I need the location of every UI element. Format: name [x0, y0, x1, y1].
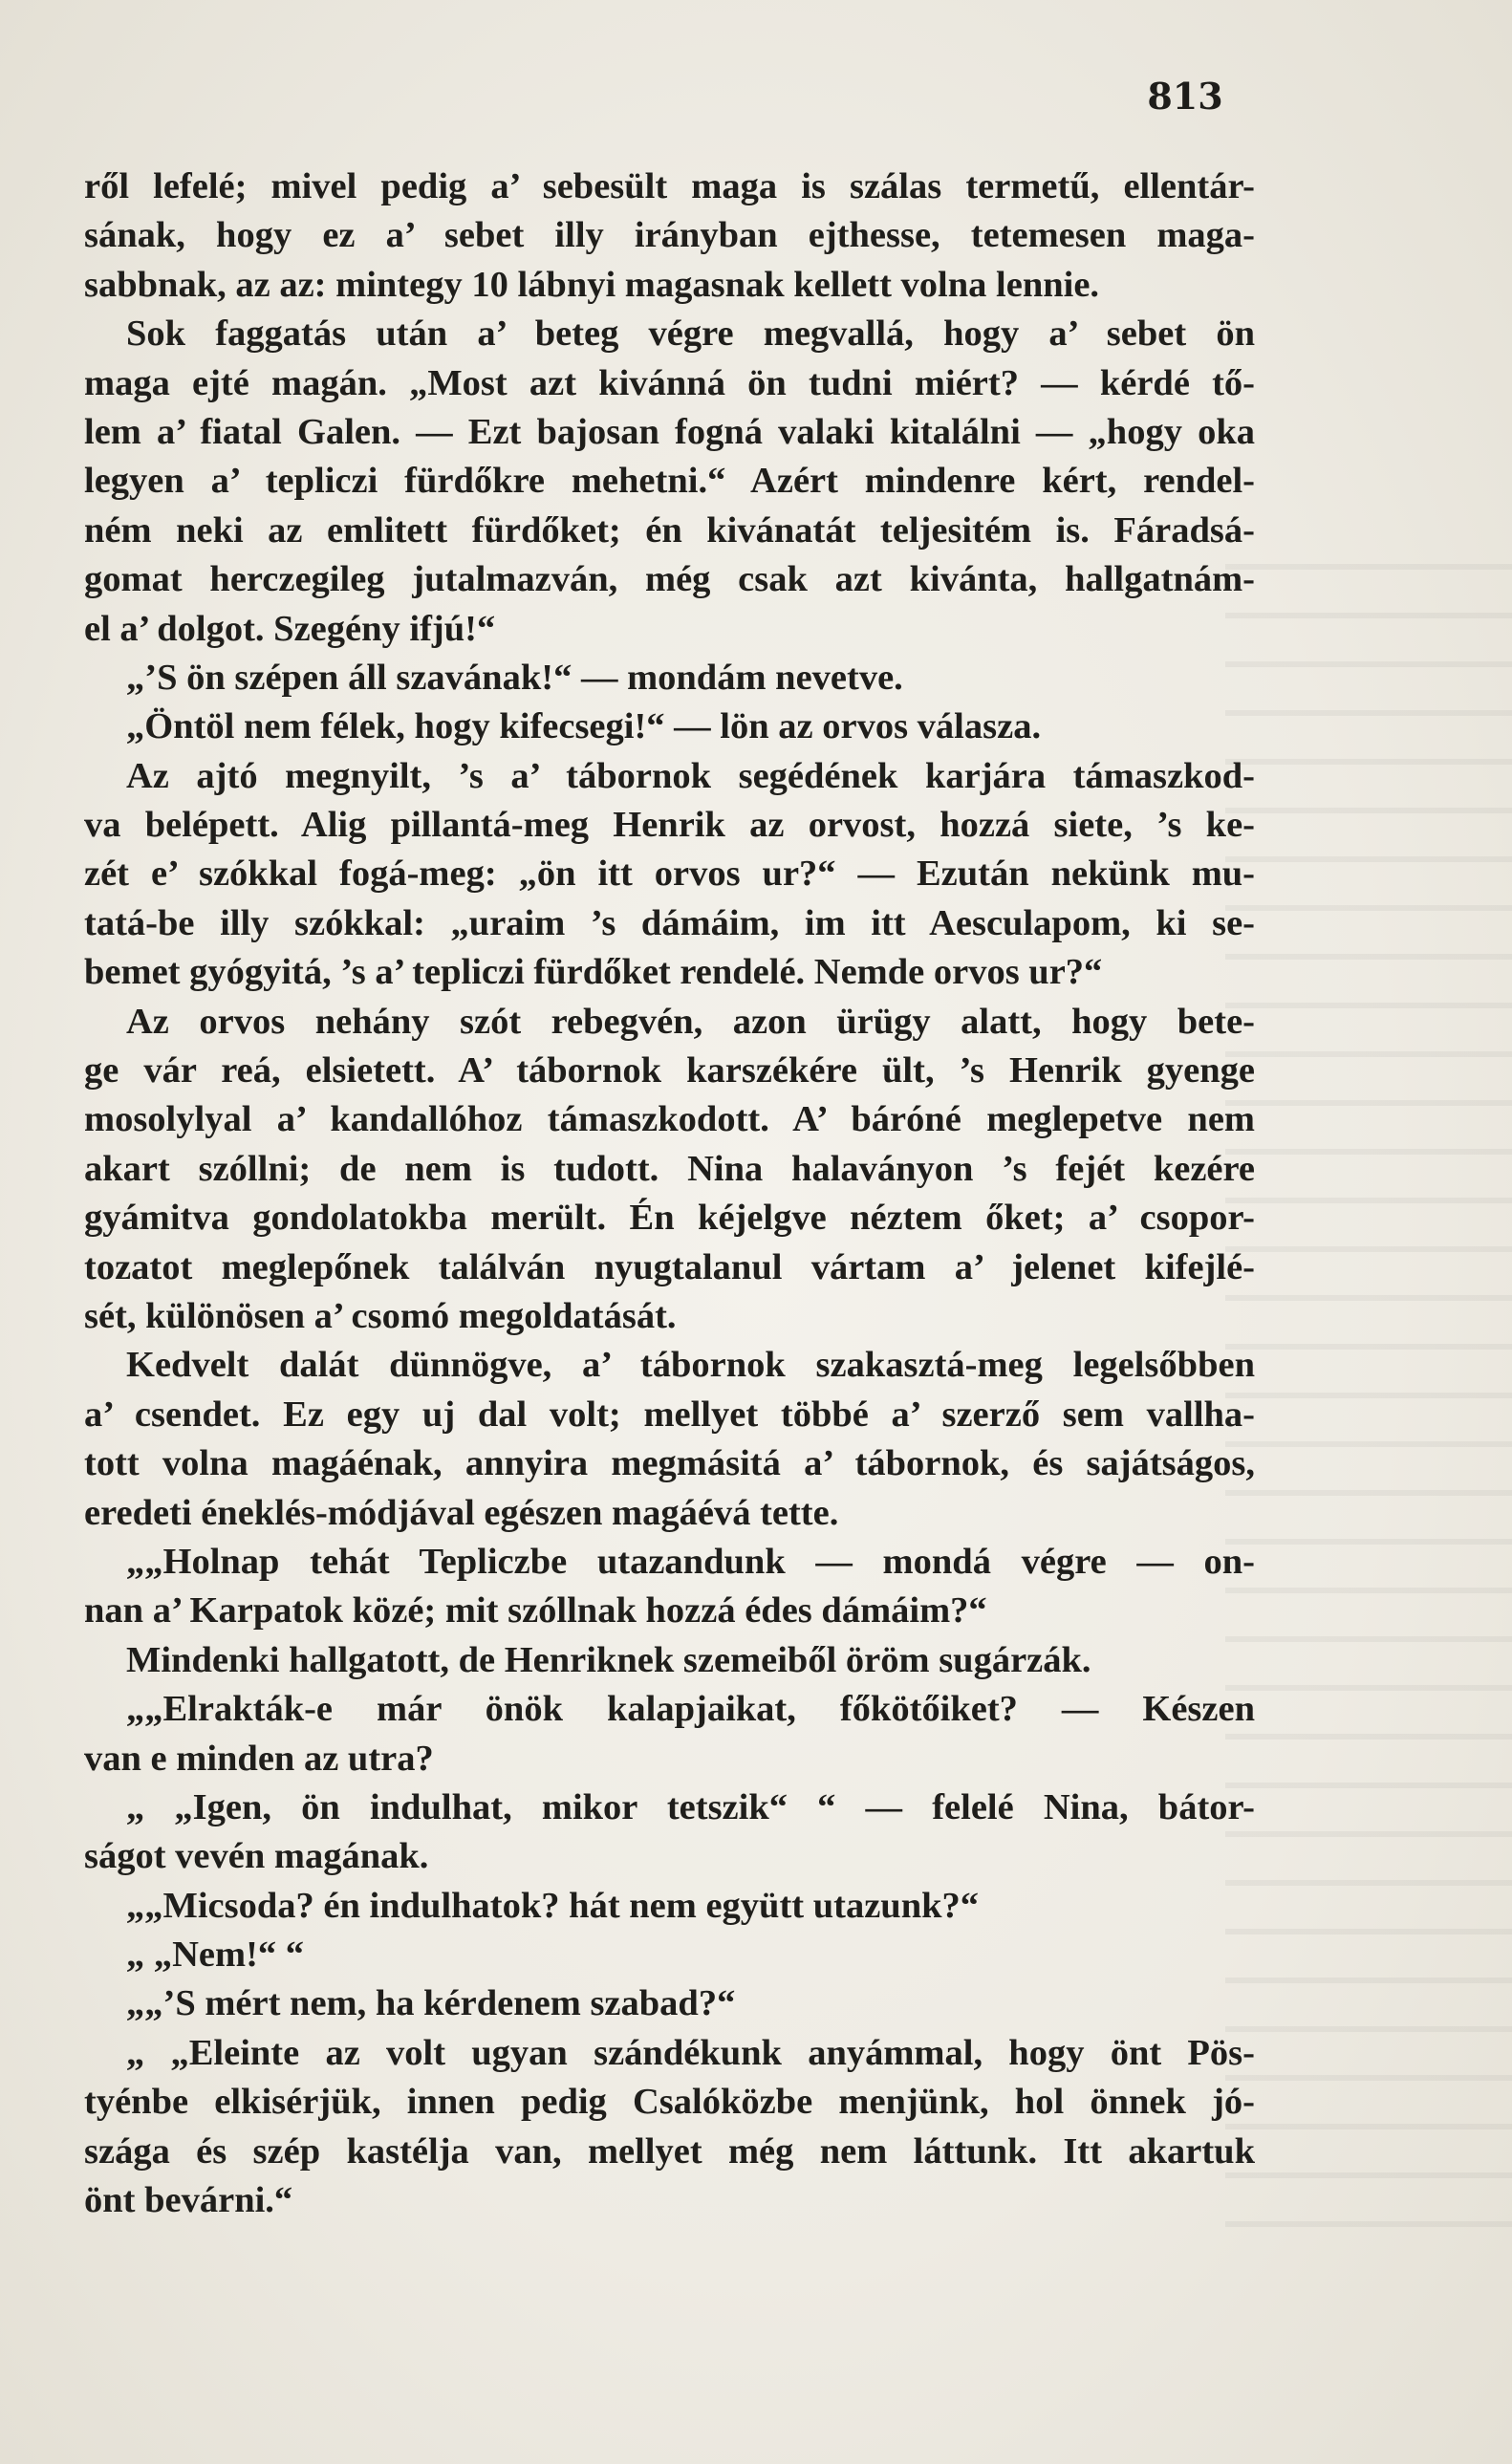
text-line: nan a’ Karpatok közé; mit szóllnak hozzá édes dámáim?“: [84, 1590, 987, 1632]
text-line: „„Micsoda? én indulhatok? hát nem együtt utazunk?“: [126, 1885, 980, 1926]
text-line: tozatot meglepőnek találván nyugtalanul vártam a’ jelenet kifejlé-: [84, 1246, 1255, 1287]
text-line: „ „Nem!“ “: [126, 1934, 305, 1976]
body-text: [84, 162, 1255, 2225]
text-line: ném neki az emlitett fürdőket; én kivánatát teljesitém is. Fáradsá-: [84, 509, 1255, 551]
text-line: Az ajtó megnyilt, ’s a’ tábornok segédének karjára támaszkod-: [126, 755, 1255, 796]
text-line: gyámitva gondolatokba merült. Én kéjelgve néztem őket; a’ csopor-: [84, 1198, 1255, 1239]
text-line: sának, hogy ez a’ sebet illy irányban ejthesse, tetemesen maga-: [84, 215, 1255, 256]
text-line: „ „Igen, ön indulhat, mikor tetszik“ “ — felelé Nina, bátor-: [126, 1786, 1255, 1827]
text-line: zét e’ szókkal fogá-meg: „ön itt orvos ur?“ — Ezután nekünk mu-: [84, 854, 1255, 895]
page-number: 813: [1147, 75, 1223, 118]
text-line: Az orvos nehány szót rebegvén, azon ürügy alatt, hogy bete-: [126, 1001, 1255, 1042]
text-line: mosolylyal a’ kandallóhoz támaszkodott. A’ báróné meglepetve nem: [84, 1099, 1255, 1140]
text-line: a’ csendet. Ez egy uj dal volt; mellyet többé a’ szerző sem vallha-: [84, 1394, 1255, 1435]
text-line: önt bevárni.“: [84, 2180, 293, 2221]
text-line: tott volna magáénak, annyira megmásitá a’ tábornok, és sajátságos,: [84, 1443, 1255, 1484]
text-line: eredeti éneklés-módjával egészen magáévá tette.: [84, 1492, 839, 1533]
text-line: „ „Eleinte az volt ugyan szándékunk anyámmal, hogy önt Pös-: [126, 2032, 1255, 2073]
text-line: „„’S mért nem, ha kérdenem szabad?“: [126, 1983, 736, 2024]
text-line: Sok faggatás után a’ beteg végre megvallá, hogy a’ sebet ön: [126, 313, 1255, 355]
text-line: gomat herczegileg jutalmazván, még csak azt kivánta, hallgatnám-: [84, 559, 1255, 600]
text-line: el a’ dolgot. Szegény ifjú!“: [84, 608, 496, 649]
text-line: ge vár reá, elsietett. A’ tábornok karszékére ült, ’s Henrik gyenge: [84, 1050, 1255, 1092]
text-line: „Öntöl nem félek, hogy kifecsegi!“ — lön az orvos válasza.: [126, 706, 1042, 747]
text-line: „’S ön szépen áll szavának!“ — mondám nevetve.: [126, 657, 903, 698]
text-line: ről lefelé; mivel pedig a’ sebesült maga is szálas termetű, ellentár-: [84, 166, 1255, 206]
text-line: Kedvelt dalát dünnögve, a’ tábornok szakasztá-meg legelsőbben: [126, 1345, 1255, 1386]
text-line: Mindenki hallgatott, de Henriknek szemeiből öröm sugárzák.: [126, 1639, 1091, 1680]
bleed-through-shadow: [1225, 535, 1512, 2256]
text-line: tatá-be illy szókkal: „uraim ’s dámáim, im itt Aesculapom, ki se-: [84, 902, 1255, 943]
text-line: sét, különösen a’ csomó megoldatását.: [84, 1295, 677, 1336]
text-line: lem a’ fiatal Galen. — Ezt bajosan fogná valaki kitalálni — „hogy oka: [84, 411, 1255, 452]
text-line: sabbnak, az az: mintegy 10 lábnyi magasnak kellett volna lennie.: [84, 264, 1100, 305]
text-line: maga ejté magán. „Most azt kivánná ön tudni miért? — kérdé tő-: [84, 362, 1255, 403]
text-line: akart szóllni; de nem is tudott. Nina halaványon ’s fejét kezére: [84, 1148, 1255, 1189]
text-line: van e minden az utra?: [84, 1738, 434, 1779]
text-line: „„Holnap tehát Tepliczbe utazandunk — mondá végre — on-: [126, 1541, 1255, 1582]
text-line: bemet gyógyitá, ’s a’ tepliczi fürdőket rendelé. Nemde orvos ur?“: [84, 952, 1103, 993]
text-line: szága és szép kastélja van, mellyet még nem láttunk. Itt akartuk: [84, 2130, 1255, 2172]
text-line: legyen a’ tepliczi fürdőkre mehetni.“ Azért mindenre kért, rendel-: [84, 461, 1255, 502]
text-line: „„Elrakták-e már önök kalapjaikat, főkötőiket? — Készen: [126, 1689, 1255, 1730]
text-line: tyénbe elkisérjük, innen pedig Csalóközbe menjünk, hol önnek jó-: [84, 2082, 1255, 2123]
text-line: ságot vevén magának.: [84, 1836, 429, 1877]
text-line: va belépett. Alig pillantá-meg Henrik az orvost, hozzá siete, ’s ke-: [84, 805, 1255, 846]
